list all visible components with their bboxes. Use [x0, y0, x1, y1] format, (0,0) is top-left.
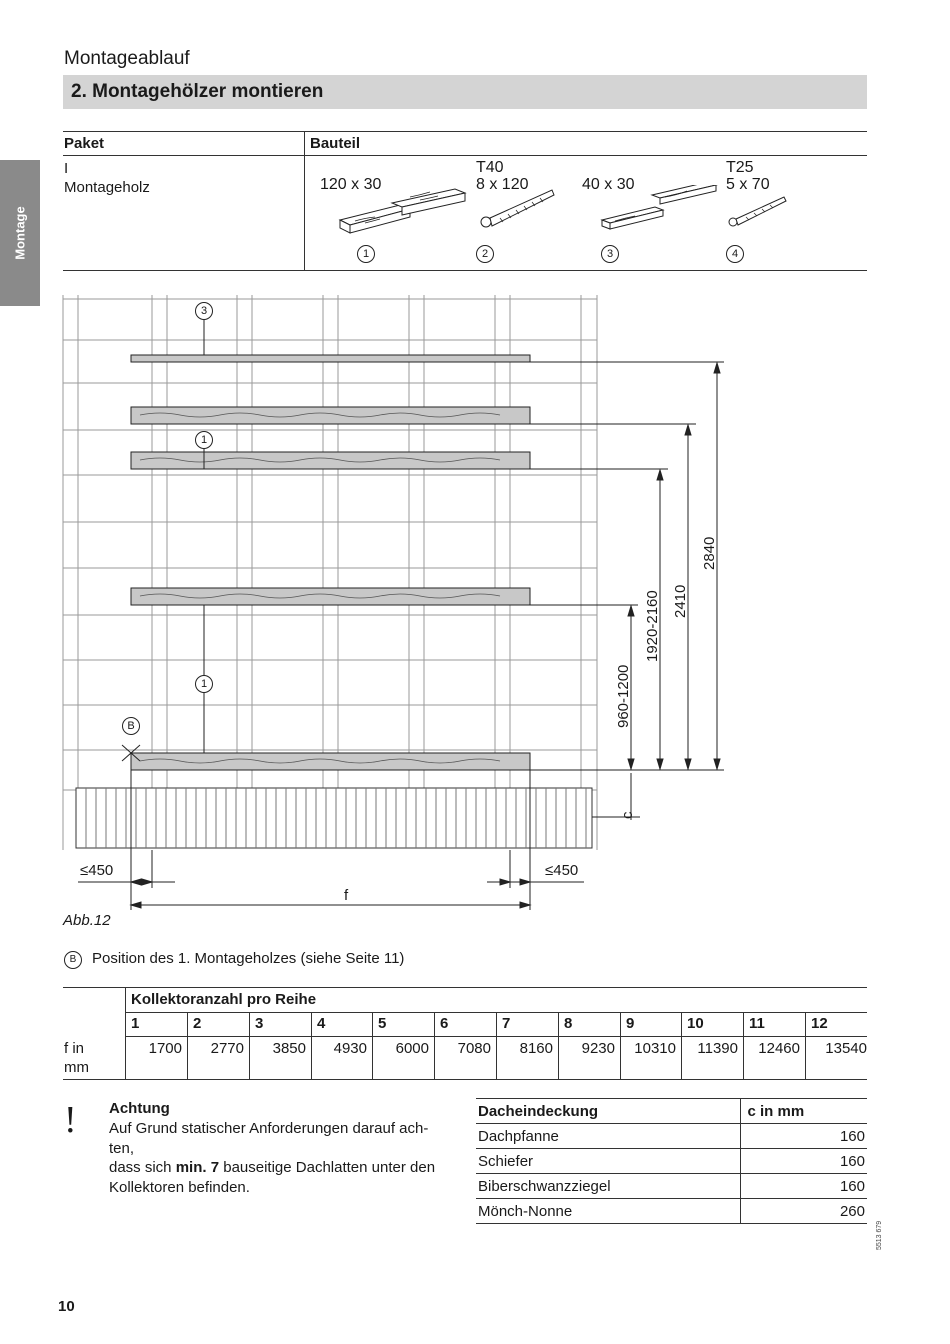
col-paket: Paket: [64, 135, 105, 152]
part-number: 2: [476, 245, 494, 263]
rule: [125, 987, 126, 1079]
count-cell: 2: [193, 1015, 202, 1032]
table-row: [476, 1124, 867, 1149]
count-cell: 3: [255, 1015, 264, 1032]
value-cell: 6000: [395, 1040, 429, 1057]
part-dims: 40 x 30: [582, 176, 635, 193]
header-cell: c in mm: [741, 1099, 867, 1124]
value-cell: 10310: [634, 1040, 676, 1057]
header-cell: Dacheindeckung: [476, 1099, 741, 1124]
warning-body: [109, 1119, 459, 1197]
collector-body: [76, 788, 592, 848]
paket-id: I: [64, 160, 69, 177]
table-header-row: [476, 1099, 867, 1124]
warning-text: bauseitige Dachlatten unter den: [219, 1159, 436, 1176]
rule: [304, 131, 305, 270]
count-cell: 11: [749, 1015, 765, 1032]
count-cell: 10: [687, 1015, 704, 1032]
rule: [63, 131, 867, 132]
dim-f: f: [344, 887, 349, 904]
name-cell: Dachpfanne: [476, 1124, 741, 1149]
warning-icon: !: [64, 1099, 77, 1141]
count-cell: 9: [626, 1015, 635, 1032]
value-cell: 8160: [519, 1040, 553, 1057]
part-dims: 8 x 120: [476, 176, 529, 193]
warning-line: ten,: [109, 1139, 135, 1157]
table-row: [476, 1174, 867, 1199]
running-head: Montageablauf: [64, 48, 190, 69]
count-cell: 4: [317, 1015, 326, 1032]
dim-c: c: [619, 811, 636, 819]
row-label: f in: [64, 1040, 85, 1057]
part-number: 1: [357, 245, 375, 263]
dim-1920-2160: 1920-2160: [644, 590, 661, 662]
value-cell: 160: [741, 1149, 867, 1174]
count-cell: 12: [811, 1015, 828, 1032]
mounting-diagram: [0, 285, 950, 915]
mounting-woods: [131, 355, 530, 770]
legend-text: Position des 1. Montageholzes (siehe Seite 11): [92, 950, 405, 967]
value-cell: 13540: [825, 1040, 867, 1057]
dim-960-1200: 960-1200: [615, 664, 632, 728]
dim-left: ≤450: [80, 862, 114, 879]
value-cell: 12460: [758, 1040, 800, 1057]
part-number: 3: [601, 245, 619, 263]
warning-text: dass sich: [109, 1159, 176, 1176]
wood-piece-large-icon: [340, 189, 465, 233]
count-cell: 8: [564, 1015, 573, 1032]
screw-large-icon: [481, 190, 554, 227]
value-cell: 160: [741, 1174, 867, 1199]
section-title-bar: [63, 75, 867, 109]
value-cell: 9230: [581, 1040, 615, 1057]
callout-1: 1: [195, 431, 213, 449]
name-cell: Biberschwanzziegel: [476, 1174, 741, 1199]
value-cell: 160: [741, 1124, 867, 1149]
section-title: 2. Montagehölzer montieren: [71, 81, 324, 102]
value-cell: 3850: [272, 1040, 306, 1057]
callout-3: 3: [195, 302, 213, 320]
value-cell: 1700: [148, 1040, 182, 1057]
value-cell: 260: [741, 1199, 867, 1224]
parts-illustration: [330, 185, 810, 245]
dim-2840: 2840: [701, 536, 718, 570]
c-table: [476, 1098, 867, 1224]
rule: [63, 1079, 867, 1080]
part-number: 4: [726, 245, 744, 263]
rule: [63, 270, 867, 271]
part-drive: T40: [476, 159, 504, 176]
part-drive: T25: [726, 159, 754, 176]
part-dims: 120 x 30: [320, 176, 382, 193]
part-dims: 5 x 70: [726, 176, 770, 193]
figure-caption: Abb.12: [63, 912, 111, 929]
value-cell: 7080: [457, 1040, 491, 1057]
rule: [63, 987, 867, 988]
rule: [63, 155, 867, 156]
warning-title: Achtung: [109, 1100, 170, 1117]
wood-piece-small-icon: [602, 185, 716, 229]
count-cell: 6: [440, 1015, 449, 1032]
name-cell: Mönch-Nonne: [476, 1199, 741, 1224]
count-cell: 7: [502, 1015, 511, 1032]
dim-right: ≤450: [545, 862, 579, 879]
warning-line: Auf Grund statischer Anforderungen darauf ach-: [109, 1120, 429, 1137]
table-row: [476, 1199, 867, 1224]
doc-code: 5513 679: [876, 1220, 883, 1250]
kollektor-header: Kollektoranzahl pro Reihe: [131, 991, 317, 1008]
dim-2410: 2410: [672, 584, 689, 618]
value-cell: 2770: [210, 1040, 244, 1057]
screw-small-icon: [729, 197, 786, 226]
page-number: 10: [58, 1298, 75, 1315]
warning-line: [109, 1158, 459, 1178]
value-cell: 4930: [333, 1040, 367, 1057]
name-cell: Schiefer: [476, 1149, 741, 1174]
value-cell: 11390: [697, 1040, 738, 1057]
row-label: mm: [64, 1059, 89, 1076]
col-bauteil: Bauteil: [310, 135, 361, 152]
count-cell: 1: [131, 1015, 140, 1032]
warning-emphasis: min. 7: [175, 1159, 220, 1176]
side-tab-label: Montage: [12, 206, 28, 260]
callout-1: 1: [195, 675, 213, 693]
callout-b: B: [122, 717, 140, 735]
paket-name: Montageholz: [64, 179, 150, 196]
table-row: [476, 1149, 867, 1174]
leader-lines: [122, 318, 204, 761]
warning-line: Kollektoren befinden.: [109, 1178, 250, 1196]
count-cell: 5: [378, 1015, 387, 1032]
legend-key: B: [64, 951, 82, 969]
